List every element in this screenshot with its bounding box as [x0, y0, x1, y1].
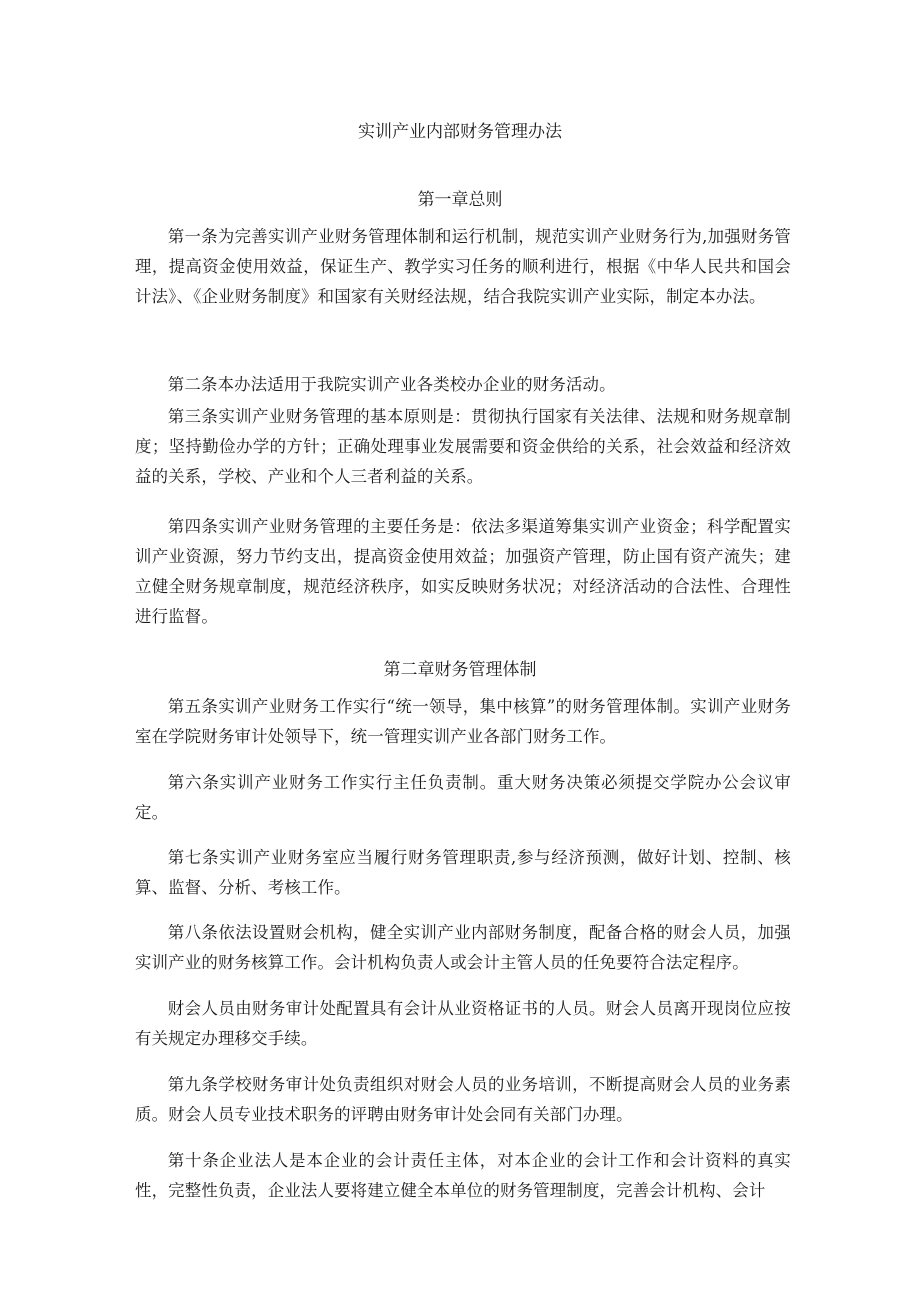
article-paragraph: 第三条实训产业财务管理的基本原则是：贯彻执行国家有关法律、法规和财务规章制度；坚持勤俭办学的方针；正确处理事业发展需要和资金供给的关系，社会效益和经济效益的关系，学校、产业和个人三者利益的关系。: [135, 407, 791, 486]
article-paragraph: 财会人员由财务审计处配置具有会计从业资格证书的人员。财会人员离开现岗位应按有关规定办理移交手续。: [135, 999, 791, 1048]
article-paragraph: 第九条学校财务审计处负责组织对财会人员的业务培训，不断提高财会人员的业务素质。财会人员专业技术职务的评聘由财务审计处会同有关部门办理。: [135, 1075, 791, 1124]
article-paragraph: 第一条为完善实训产业财务管理体制和运行机制，规范实训产业财务行为,加强财务管理，提高资金使用效益，保证生产、教学实习任务的顺利进行，根据《中华人民共和国会计法》、《企业财务制度》和国家有关财经法规，结合我院实训产业实际，制定本办法。: [135, 227, 791, 306]
document-title: 实训产业内部财务管理办法: [358, 122, 562, 142]
article-paragraph: 第四条实训产业财务管理的主要任务是：依法多渠道筹集实训产业资金；科学配置实训产业资源，努力节约支出，提高资金使用效益；加强资产管理，防止国有资产流失；建立健全财务规章制度，规范经济秩序，如实反映财务状况；对经济活动的合法性、合理性进行监督。: [135, 517, 791, 626]
chapter-heading: 第一章总则: [417, 190, 503, 210]
article-paragraph: 第八条依法设置财会机构，健全实训产业内部财务制度，配备合格的财会人员，加强实训产业的财务核算工作。会计机构负责人或会计主管人员的任免要符合法定程序。: [135, 923, 791, 972]
article-paragraph: 第二条本办法适用于我院实训产业各类校办企业的财务活动。: [167, 375, 616, 394]
article-paragraph: 第五条实训产业财务工作实行“统一领导，集中核算”的财务管理体制。实训产业财务室在学院财务审计处领导下，统一管理实训产业各部门财务工作。: [135, 697, 791, 746]
article-paragraph: 第七条实训产业财务室应当履行财务管理职责,参与经济预测，做好计划、控制、核算、监督、分析、考核工作。: [135, 848, 791, 897]
article-paragraph: 第六条实训产业财务工作实行主任负责制。重大财务决策必须提交学院办公会议审定。: [135, 773, 791, 822]
article-paragraph: 第十条企业法人是本企业的会计责任主体，对本企业的会计工作和会计资料的真实性，完整性负责，企业法人要将建立健全本单位的财务管理制度，完善会计机构、会计: [135, 1151, 791, 1200]
chapter-heading: 第二章财务管理体制: [383, 660, 537, 680]
